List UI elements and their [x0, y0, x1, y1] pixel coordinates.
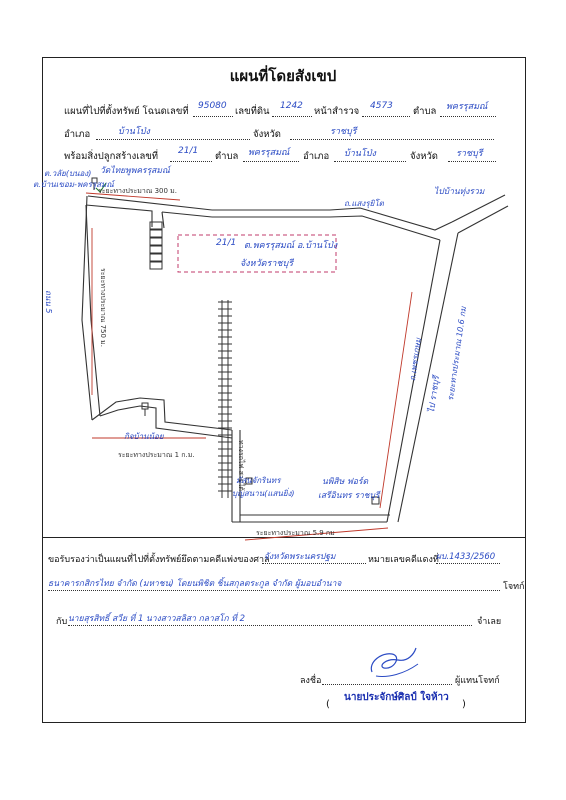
- temple-bottom-2: บุญสนาน(แสนยิ่ง): [232, 489, 295, 498]
- property-number: 21/1: [216, 238, 237, 248]
- building-block: [150, 254, 162, 261]
- b-subdistrict-label: ตำบล: [215, 151, 239, 162]
- b-district-label: อำเภอ: [303, 151, 330, 162]
- district-value: บ้านโป่ง: [118, 127, 150, 137]
- distance-bottom-left: ระยะทางประมาณ 1 ก.ม.: [118, 451, 195, 459]
- shop-label-1: นพิสิษ ฟอร์ด: [322, 477, 369, 487]
- map-note-2: ต.บ้านเขอม-พครรุสมณ์: [33, 180, 114, 189]
- building-block: [150, 262, 162, 269]
- temple-label: วัดไทยพูพครรุสมณ์: [100, 166, 170, 176]
- map-note-1: ต.วลัย(บนอง): [44, 169, 92, 178]
- main-road-side: ไป ราชบุรี: [426, 375, 443, 414]
- with-label: กับ: [56, 617, 68, 627]
- property-province: จังหวัดราชบุรี: [240, 259, 294, 269]
- building-blocks: [150, 222, 162, 269]
- defendant-value: นายสุรสิทธิ์ สวีย ที่ 1 นางสาวสลิสา กลาสโก ที่ 2: [68, 614, 246, 624]
- temple-bottom-1: มัสนจักรินทร: [236, 476, 281, 485]
- paren-close: ): [462, 699, 466, 710]
- distance-bottom-label: ระยะทางประมาณ 5.9 กม: [256, 529, 335, 537]
- road-banpong-label: ไปบ้านทุ่งรวม: [434, 187, 485, 197]
- building-number: 21/1: [178, 146, 199, 156]
- province-label: จังหวัด: [253, 129, 281, 140]
- case-label: หมายเลขคดีแดงที่: [368, 555, 439, 565]
- school-label: กิจบ้านน้อย: [124, 432, 164, 441]
- left-road-name: ถนน 5: [44, 290, 53, 314]
- sign-label: ลงชื่อ: [300, 676, 322, 686]
- subdistrict-value: พครรุสมณ์: [446, 102, 488, 112]
- district-label: อำเภอ: [64, 129, 91, 140]
- map-label: แผนที่ไปที่ตั้งทรัพย์ โฉนดเลขที่: [64, 106, 189, 117]
- signature: [364, 642, 424, 682]
- land-no-label: เลขที่ดิน: [235, 106, 270, 117]
- b-subdistrict-value: พครรุสมณ์: [248, 148, 290, 158]
- railway-label: ทางรถไฟ สายใต้: [237, 440, 245, 491]
- b-province-label: จังหวัด: [410, 151, 438, 162]
- distance-right-label: ระยะทางประมาณ 10.6 กม: [445, 306, 469, 402]
- railway-ties: [218, 302, 232, 491]
- signer-name: นายประจักษ์ศิลป์ ใจห้าว: [344, 692, 449, 703]
- building-label: พร้อมสิ่งปลูกสร้างเลขที่: [64, 151, 159, 162]
- deed-number: 95080: [198, 101, 227, 111]
- subdistrict-label: ตำบล: [413, 106, 437, 117]
- plaintiff-value: ธนาคารกสิกรไทย จำกัด (มหาชน) โดยนพิชิต ชิ้นสกุลตระกูล จำกัด ผู้มอบอำนาจ: [48, 579, 342, 589]
- plaintiff-line: [48, 590, 500, 591]
- defendant-label: จำเลย: [477, 617, 502, 627]
- case-number: ผบ.1433/2560: [436, 552, 496, 562]
- province-value: ราชบุรี: [330, 127, 357, 137]
- paren-open: (: [326, 699, 330, 710]
- shop-label-2: เสรีอินทร ราชบุรี: [318, 491, 380, 501]
- case-line: [436, 563, 500, 564]
- left-distance-label: ระยะทางประมาณ 750 ม.: [99, 268, 107, 347]
- defendant-line: [68, 625, 472, 626]
- land-number: 1242: [280, 101, 303, 111]
- building-block: [150, 230, 162, 237]
- road-silo-label: ถ.แสงรุยิโต: [344, 199, 384, 208]
- main-road-label: ถ.เพชรเกษม: [407, 337, 423, 382]
- building-block: [150, 238, 162, 245]
- property-address: ต.พครรุสมณ์ อ.บ้านโป่ง: [244, 241, 338, 251]
- distance-top-label: ระยะทางประมาณ 300 ม.: [98, 187, 177, 195]
- b-district-value: บ้านโป่ง: [344, 149, 376, 159]
- survey-number: 4573: [370, 101, 393, 111]
- b-province-value: ราชบุรี: [456, 149, 483, 159]
- building-block: [150, 246, 162, 253]
- court-line: [262, 563, 366, 564]
- certify-label: ขอรับรองว่าเป็นแผนที่ไปที่ตั้งทรัพย์ยึดตามคดีแพ่งของศาล: [48, 555, 270, 565]
- plaintiff-label: โจทก์: [503, 582, 525, 592]
- survey-label: หน้าสำรวจ: [314, 106, 360, 117]
- sign-line: [322, 684, 452, 685]
- agent-label: ผู้แทนโจทก์: [455, 676, 500, 686]
- court-value: จังหวัดพระนครปฐม: [264, 552, 336, 562]
- page-title: แผนที่โดยสังเขป: [229, 67, 337, 85]
